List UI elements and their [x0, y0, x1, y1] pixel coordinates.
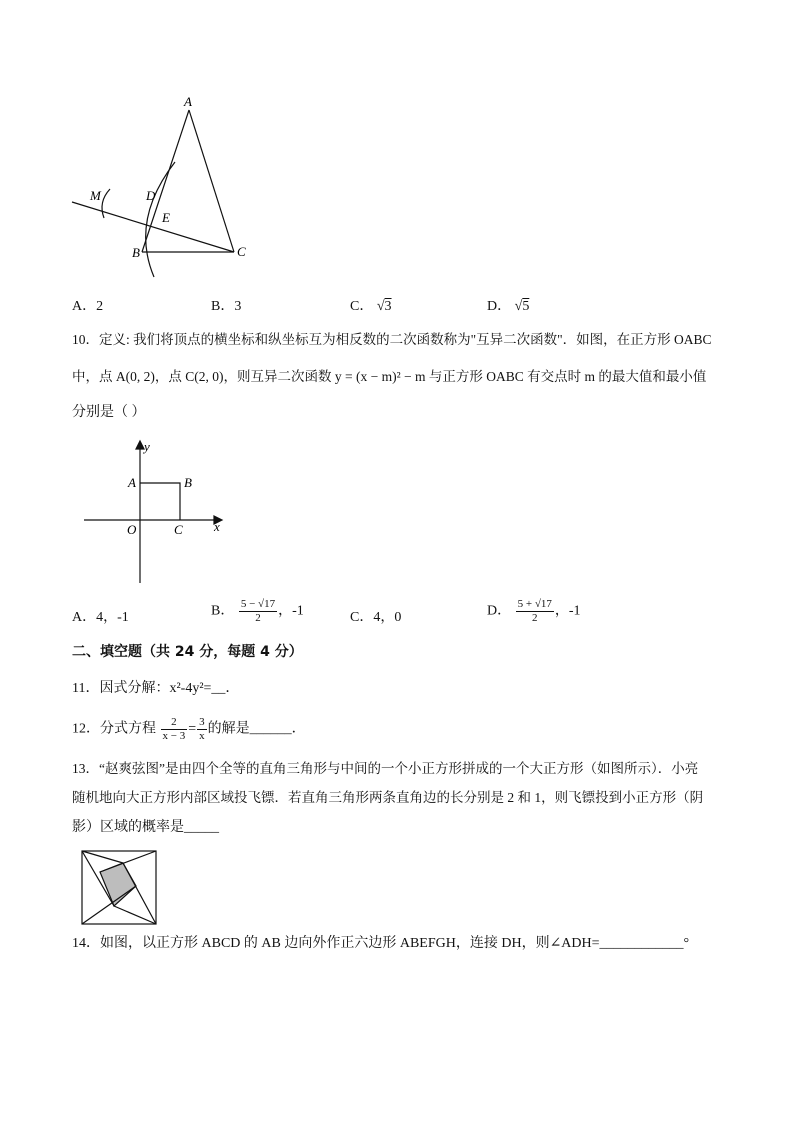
side-ac — [189, 110, 234, 252]
label-a: A — [128, 475, 136, 490]
q10-line-3: 分别是（ ） — [72, 405, 146, 420]
q9-option-a[interactable]: A．2 — [72, 299, 104, 314]
q9-option-c[interactable]: C． √3 — [350, 299, 392, 314]
label-e: E — [162, 210, 170, 225]
square-oabc — [140, 483, 180, 520]
fraction: $\frac{5 + √17}{2}$ — [517, 598, 552, 624]
section-heading: 二、填空题（共 24 分，每题 4 分） — [72, 644, 303, 660]
zhao-shuang-diagram — [81, 850, 159, 926]
q10-option-b[interactable]: B． $\frac{5 - √17}{2}$ ，-1 — [211, 598, 304, 624]
label-o: O — [127, 522, 137, 537]
label-c: C — [237, 244, 246, 259]
sqrt-sign: √ — [514, 299, 523, 314]
label-c: C — [174, 522, 183, 537]
q10-option-d[interactable]: D． $\frac{5 + √17}{2}$ ，-1 — [487, 598, 581, 624]
q13-line-1: 13．“赵爽弦图”是由四个全等的直角三角形与中间的一个小正方形拼成的一个大正方形（如图所示）．小亮 — [72, 761, 699, 776]
q13-line-2: 随机地向大正方形内部区域投飞镖．若直角三角形两条直角边的长分别是 2 和 1，则飞镖投到小正方形（阴 — [72, 790, 704, 805]
coordinate-square-figure — [80, 437, 230, 587]
label-a: A — [184, 94, 192, 109]
y-axis-arrow — [136, 441, 144, 449]
label-m: M — [90, 188, 101, 203]
q10-option-c[interactable]: C．4，0 — [350, 610, 402, 625]
arc-b — [146, 162, 175, 277]
label-y: y — [144, 439, 150, 454]
q13-line-3: 影）区域的概率是_____ — [72, 820, 219, 835]
q9-option-b[interactable]: B．3 — [211, 299, 242, 314]
q10-option-a[interactable]: A．4，-1 — [72, 610, 129, 625]
fraction-right: $\frac{3}{x}$ — [199, 716, 205, 742]
fraction: $\frac{5 - √17}{2}$ — [240, 598, 276, 624]
triangle-construction-figure — [62, 92, 262, 287]
label-b: B — [132, 245, 140, 260]
label-d: D — [146, 188, 156, 203]
q10-line-1: 10．定义: 我们将顶点的横坐标和纵坐标互为相反数的二次函数称为"互异二次函数"．如图，在正方形 OABC — [72, 332, 712, 347]
fraction-left: $\frac{2}{x - 3}$ — [162, 716, 186, 742]
label-b: B — [184, 475, 192, 490]
sqrt-sign: √ — [376, 299, 385, 314]
label-x: x — [214, 519, 220, 534]
q14-text: 14．如图，以正方形 ABCD 的 AB 边向外作正六边形 ABEFGH，连接 DH，则∠ADH=____________° — [72, 936, 690, 951]
q9-option-d[interactable]: D． √5 — [487, 299, 530, 314]
q10-line-2: 中，点 A(0, 2)，点 C(2, 0)，则互异二次函数 y = (x − m)² − m 与正方形 OABC 有交点时 m 的最大值和最小值 — [72, 369, 707, 384]
q11-text: 11．因式分解：x²-4y²=__． — [72, 681, 240, 696]
q12-line: 12．分式方程 $\frac{2}{x - 3}$ = $\frac{3}{x}$ 的解是______． — [72, 716, 306, 742]
line-mc — [72, 202, 234, 252]
